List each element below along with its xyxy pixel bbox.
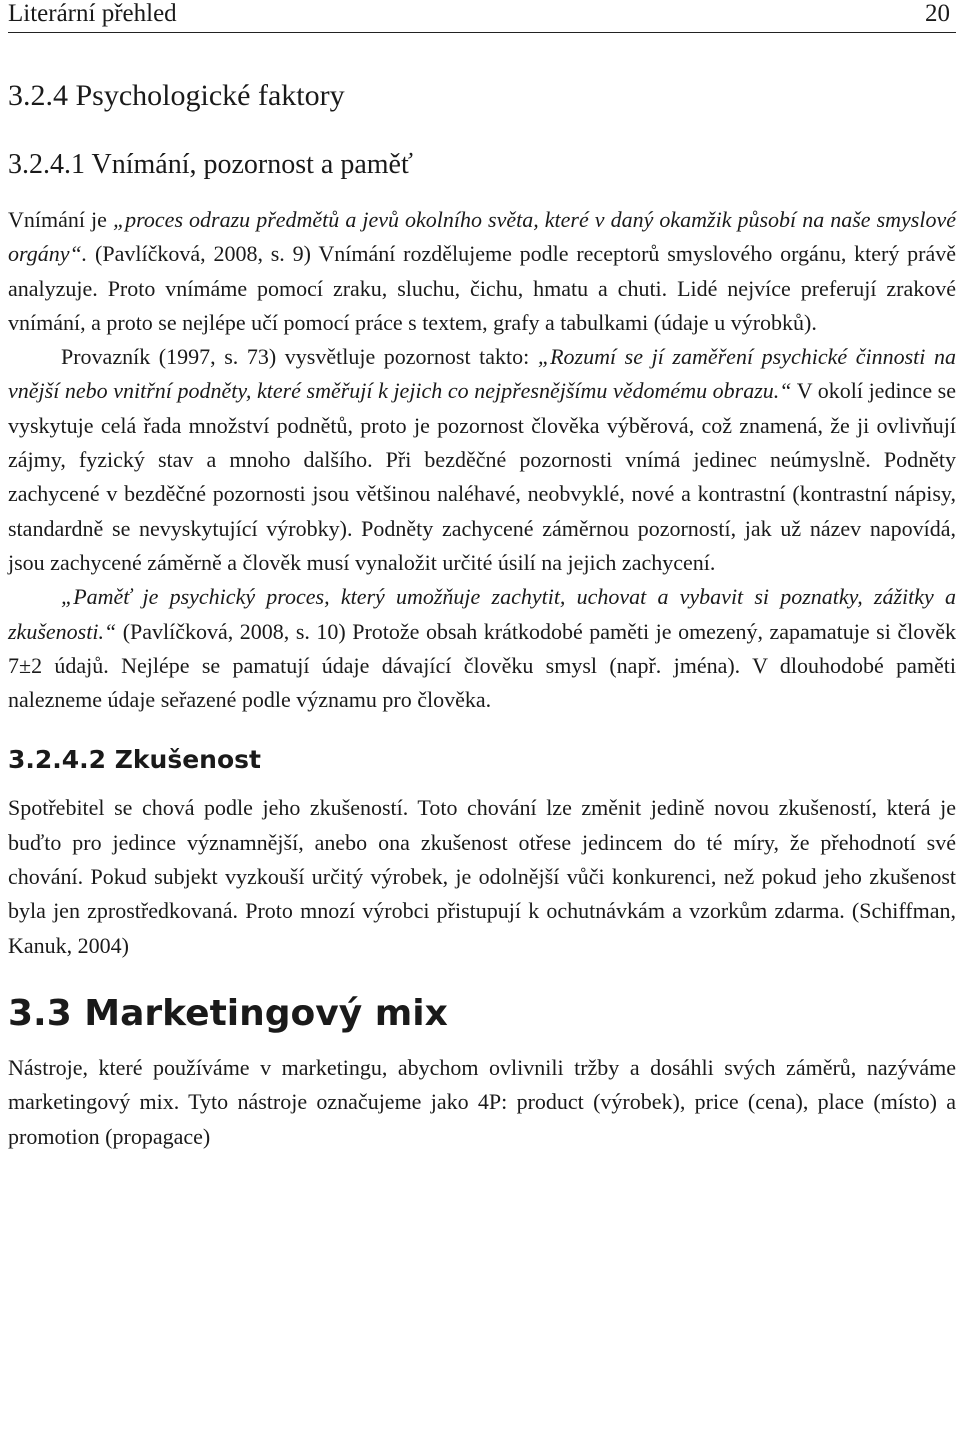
paragraph-zkusenost: Spotřebitel se chová podle jeho zkušeností. Toto chování lze změnit jedině novou zkušeností, která je buďto pro jedince významnější, anebo ona zkušenost otřese jedincem do té míry, že přehodnotí své chování. Pokud subjekt vyzkouší určitý výrobek, je odolnější vůči konkurenci, než pokud jeho zkušenost byla jen zprostředkovaná. Proto mnozí výrobci přistupují k ochutnávkám a vzorkům zdarma. (Schiffman, Kanuk, 2004) <box>8 795 956 958</box>
heading-3-2-4-1: 3.2.4.1 Vnímání, pozornost a paměť <box>8 149 413 180</box>
paragraph-text: Provazník (1997, s. 73) vysvětluje pozornost takto: <box>61 344 538 370</box>
paragraph-vnimani <box>8 203 956 340</box>
paragraph-pozornost <box>8 340 956 580</box>
quotation: „Paměť je psychický proces, který umožňuje zachytit, uchovat a vybavit si poznatky, zážitky a zkušenosti.“ <box>8 584 956 644</box>
heading-3-2-4: 3.2.4 Psychologické faktory <box>8 79 345 112</box>
running-header-title: Literární přehled <box>8 0 177 27</box>
quotation: „Rozumí se jí zaměření psychické činnosti na vnější nebo vnitřní podněty, které směřují k jejich co nejpřesnějšímu vědomému obrazu.“ <box>8 344 956 404</box>
document-page <box>8 0 956 1154</box>
page-number: 20 <box>925 0 950 27</box>
running-header <box>8 0 956 33</box>
paragraph-marketingovy-mix: Nástroje, které používáme v marketingu, abychom ovlivnili tržby a dosáhli svých záměrů, nazýváme marketingový mix. Tyto nástroje označujeme jako 4P: product (výrobek), price (cena), place (místo) a promotion (propagace) <box>8 1054 956 1149</box>
paragraph-pamet <box>8 580 956 717</box>
heading-3-3: 3.3 Marketingový mix <box>8 992 448 1034</box>
paragraph-text: Vnímání je <box>8 207 113 232</box>
paragraph-text: (Pavlíčková, 2008, s. 10) Protože obsah krátkodobé paměti je omezený, zapamatuje si člověk 7±2 údajů. Nejlépe se pamatují údaje dávající člověku smysl (např. jména). V dlouhodobé paměti nalezneme údaje seřazené podle významu pro člověka. <box>8 618 956 713</box>
quotation: „proces odrazu předmětů a jevů okolního světa, které v daný okamžik působí na naše smyslové orgány“. <box>8 207 956 267</box>
heading-3-2-4-2: 3.2.4.2 Zkušenost <box>8 745 261 775</box>
paragraph-text: (Pavlíčková, 2008, s. 9) Vnímání rozdělujeme podle receptorů smyslového orgánu, který právě analyzuje. Proto vnímáme pomocí zraku, sluchu, čichu, hmatu a chuti. Lidé nejvíce preferují zrakové vnímání, a proto se nejlépe učí pomocí práce s textem, grafy a tabulkami (údaje u výrobků). <box>8 241 956 335</box>
paragraph-text: V okolí jedince se vyskytuje celá řada množství podnětů, proto je pozornost člověka výběrová, což znamená, že ji ovlivňují zájmy, fyzický stav a mnoho dalšího. Při bezděčné pozornosti vnímá jedinec neúmyslně. Podněty zachycené v bezděčné pozornosti jsou většinou naléhavé, neobvyklé, nové a kontrastní (kontrastní nápisy, standardně se nevyskytující výrobky). Podněty zachycené záměrnou pozorností, jak už název napovídá, jsou zachycené záměrně a člověk musí vynaložit určité úsilí na jejich zachycení. <box>8 378 956 575</box>
